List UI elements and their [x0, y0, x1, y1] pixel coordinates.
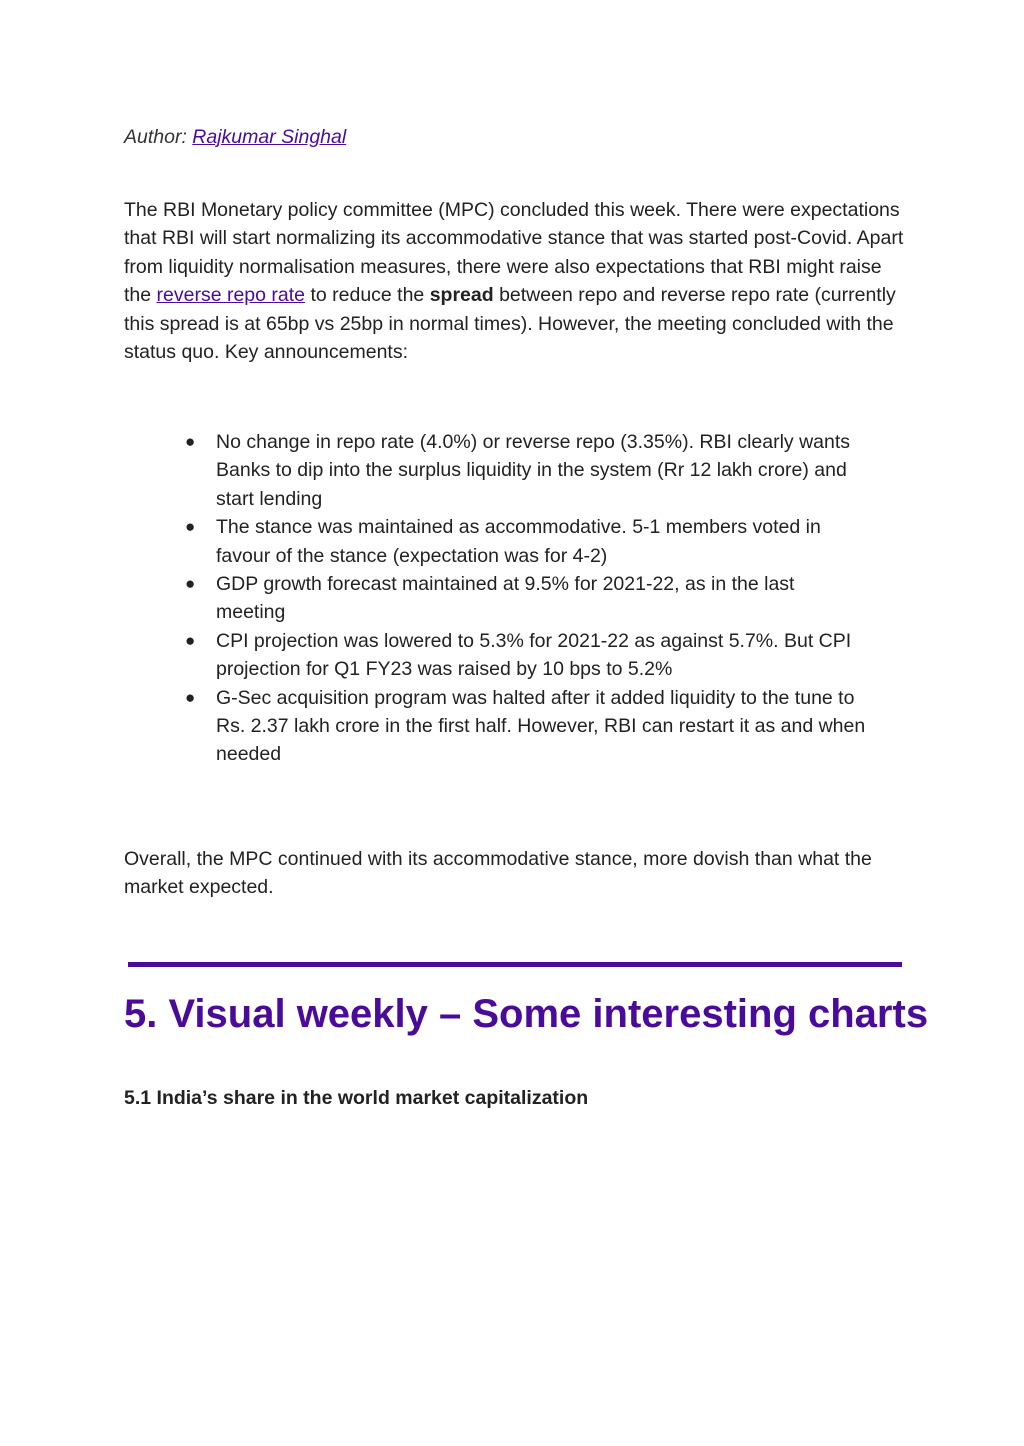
- intro-text-2: to reduce the: [305, 284, 430, 307]
- bullet-icon: ●: [185, 574, 196, 594]
- list-item-text: CPI projection was lowered to 5.3% for 2021-22 as against 5.7%. But CPI projection for Q1 FY23 was raised by 10 bps to 5.2%: [216, 629, 852, 681]
- list-item-text: G-Sec acquisition program was halted after it added liquidity to the tune to Rs. 2.37 lakh crore in the first half. However, RBI can restart it as and when needed: [216, 686, 866, 766]
- section-heading: 5. Visual weekly – Some interesting charts: [124, 992, 929, 1036]
- key-announcements-list: [185, 428, 866, 769]
- section-divider: [128, 962, 902, 967]
- bullet-icon: ●: [185, 432, 196, 451]
- list-item: [185, 570, 866, 627]
- conclusion-paragraph: Overall, the MPC continued with its accommodative stance, more dovish than what the market expected.: [124, 848, 872, 899]
- intro-text-1: The RBI Monetary policy committee (MPC) concluded this week. There were expectations that RBI will start normalizing its accommodative stance that was started post-Covid. Apart from liquidity normalisation measures, there were also expectations that RBI might raise the: [124, 199, 904, 307]
- list-item: [185, 627, 866, 684]
- list-item: [185, 684, 866, 769]
- list-item-text: No change in repo rate (4.0%) or reverse repo (3.35%). RBI clearly wants Banks to dip into the surplus liquidity in the system (Rr 12 lakh crore) and start lending: [216, 431, 851, 510]
- author-link[interactable]: Rajkumar Singhal: [192, 126, 347, 148]
- list-item-text: GDP growth forecast maintained at 9.5% for 2021-22, as in the last meeting: [216, 573, 795, 624]
- spread-bold-text: spread: [429, 284, 494, 307]
- bullet-icon: ●: [185, 517, 196, 537]
- list-item-text: The stance was maintained as accommodative. 5-1 members voted in favour of the stance (expectation was for 4-2): [216, 516, 821, 567]
- intro-text-3: between repo and reverse repo rate (currently this spread is at 65bp vs 25bp in normal times). However, the meeting concluded with the status quo. Key announcements:: [124, 284, 896, 364]
- author-line: [124, 124, 346, 150]
- bullet-icon: ●: [185, 687, 196, 707]
- author-label: Author:: [124, 126, 193, 148]
- reverse-repo-rate-link[interactable]: reverse repo rate: [156, 284, 306, 307]
- bullet-icon: ●: [185, 630, 196, 650]
- list-item: [185, 428, 866, 513]
- intro-paragraph: [124, 196, 904, 366]
- list-item: [185, 513, 866, 570]
- subsection-heading: 5.1 India’s share in the world market capitalization: [124, 1087, 589, 1109]
